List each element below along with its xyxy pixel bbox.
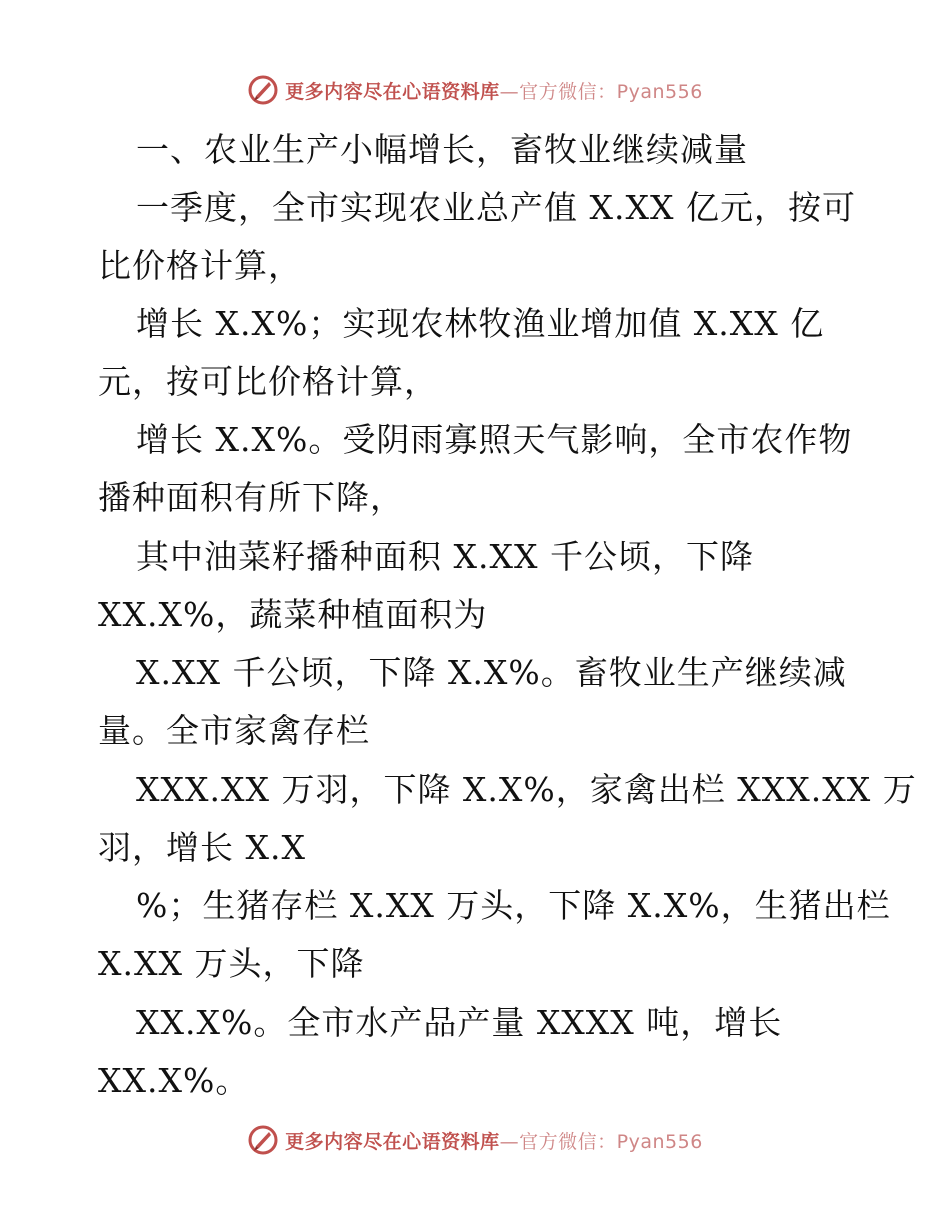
footer-banner-lead: 更多内容尽在心语资料库 — [285, 1130, 500, 1153]
paragraph-line: XXX.XX 万羽，下降 X.X%，家禽出栏 XXX.XX 万 — [136, 770, 917, 809]
paragraph-line: 其中油菜籽播种面积 X.XX 千公顷，下降 — [136, 537, 754, 576]
header-banner-text — [285, 77, 703, 104]
quill-logo-icon — [247, 1124, 279, 1156]
paragraph-line: 羽，增长 X.X — [98, 828, 306, 867]
paragraph-line: 增长 X.X%。受阴雨寡照天气影响，全市农作物 — [136, 420, 853, 459]
paragraph-line: XX.X%。全市水产品产量 XXXX 吨，增长 — [136, 1003, 783, 1042]
paragraph-line: 元，按可比价格计算， — [98, 362, 438, 401]
paragraph-line: X.XX 万头，下降 — [98, 944, 365, 983]
paragraph-line: XX.X%。 — [98, 1061, 250, 1100]
header-banner-lead: 更多内容尽在心语资料库 — [285, 80, 500, 103]
paragraph-line: 量。全市家禽存栏 — [98, 711, 370, 750]
section-heading: 一、农业生产小幅增长，畜牧业继续减量 — [136, 130, 748, 169]
header-banner — [0, 70, 950, 110]
footer-banner-rest: —官方微信：Pyan556 — [499, 1130, 703, 1153]
paragraph-line: 比价格计算， — [98, 246, 302, 285]
paragraph-line: X.XX 千公顷，下降 X.X%。畜牧业生产继续减 — [136, 653, 847, 692]
paragraph-line: 增长 X.X%；实现农林牧渔业增加值 X.XX 亿 — [136, 304, 825, 343]
header-banner-rest: —官方微信：Pyan556 — [499, 80, 703, 103]
paragraph-line: %；生猪存栏 X.XX 万头，下降 X.X%，生猪出栏 — [136, 886, 891, 925]
paragraph-line: XX.X%，蔬菜种植面积为 — [98, 595, 488, 634]
footer-banner-text — [285, 1127, 703, 1154]
paragraph-line: 播种面积有所下降， — [98, 478, 404, 517]
quill-logo-icon — [247, 74, 279, 106]
footer-banner — [0, 1120, 950, 1160]
paragraph-line: 一季度，全市实现农业总产值 X.XX 亿元，按可 — [136, 188, 856, 227]
